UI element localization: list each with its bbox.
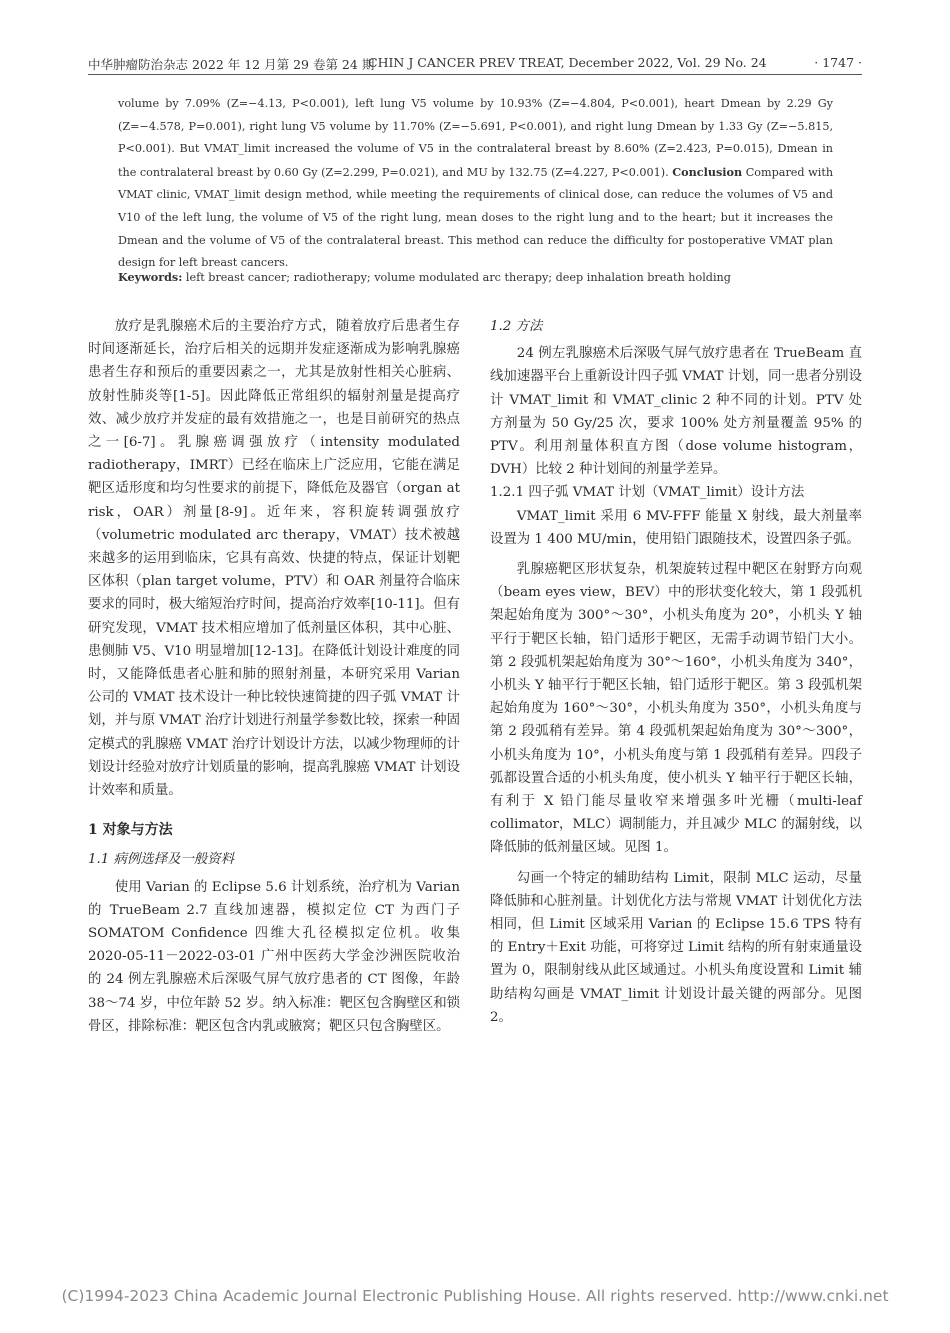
journal-title-cn: 中华肿瘤防治杂志 2022 年 12 月第 29 卷第 24 期 xyxy=(88,57,375,72)
body-paragraph: 使用 Varian 的 Eclipse 5.6 计划系统，治疗机为 Varian 的 TrueBeam 2.7 直线加速器，模拟定位 CT 为西门子 SOMATOM Confidence 四维大孔径模拟定位机。收集 2020-05-11－2022-03-01 广州中医药大学金沙洲医院收治的 24 例左乳腺癌术后深吸气屏气放疗患者的 CT 图像，年龄 38～74 岁，中位年龄 52 岁。纳入标准：靶区包含胸壁区和锁骨区，排除标准：靶区包含内乳或腋窝；靶区只包含胸壁区。 xyxy=(88,879,460,1034)
subsection-heading: 1.2 方法 xyxy=(490,319,543,334)
copyright-footer: (C)1994-2023 China Academic Journal Electronic Publishing House. All rights reserved. http://www.cnki.net xyxy=(61,1287,889,1305)
keywords-text: left breast cancer; radiotherapy; volume modulated arc therapy; deep inhalation breath holding xyxy=(185,271,731,284)
body-paragraph: VMAT_limit 采用 6 MV-FFF 能量 X 射线，最大剂量率设置为 1 400 MU/min，使用铅门跟随技术，设置四条子弧。 xyxy=(490,508,862,547)
journal-title-en: CHIN J CANCER PREV TREAT, December 2022, Vol. 29 No. 24 xyxy=(368,55,767,70)
body-paragraph: 勾画一个特定的辅助结构 Limit，限制 MLC 运动，尽量降低肺和心脏剂量。计划优化方法与常规 VMAT 计划优化方法相同，但 Limit 区域采用 Varian 的 Eclipse 15.6 TPS 特有的 Entry＋Exit 功能，可将穿过 Limit 结构的所有射束通量设置为 0，限制射线从此区域通过。小机头角度设置和 Limit 辅助结构勾画是 VMAT_limit 计划设计最关键的两部分。见图 2。 xyxy=(490,870,862,1025)
subsection-heading: 1.1 病例选择及一般资料 xyxy=(88,852,235,868)
abstract-results: volume by 7.09% (Z=−4.13, P<0.001), left lung V5 volume by 10.93% (Z=−4.804, P<0.001), heart Dmean by 2.29 Gy (Z=−4.578, P=0.001), right lung V5 volume by 11.70% (Z=−5.691, P<0.001), and right lung Dmean by 1.33 Gy (Z=−5.815, P<0.001). But VMAT_limit increased the volume of V5 in the contralateral breast by 8.60% (Z=2.423, P=0.015), Dmean in the contralateral breast by 0.60 Gy (Z=2.299, P=0.021), and MU by 132.75 (Z=4.227, P<0.001). xyxy=(118,97,833,179)
body-paragraph: 24 例左乳腺癌术后深吸气屏气放疗患者在 TrueBeam 直线加速器平台上重新设计四子弧 VMAT 计划，同一患者分别设计 VMAT_limit 和 VMAT_clinic 2 种不同的计划。PTV 处方剂量为 50 Gy/25 次，要求 100% 处方剂量覆盖 95% 的 PTV。利用剂量体积直方图（dose volume histogram，DVH）比较 2 种计划间的剂量学差异。 xyxy=(490,346,862,478)
conclusion-label: Conclusion xyxy=(672,164,743,179)
left-column xyxy=(88,315,460,1038)
abstract xyxy=(118,93,833,275)
page-number: · 1747 · xyxy=(814,55,862,70)
running-header xyxy=(88,50,862,75)
right-column xyxy=(490,315,862,1029)
intro-paragraph: 放疗是乳腺癌术后的主要治疗方式，随着放疗后患者生存时间逐渐延长，治疗后相关的远期并发症逐渐成为影响乳腺癌患者生存和预后的重要因素之一，尤其是放射性相关心脏病、放射性肺炎等[1-5]。因此降低正常组织的辐射剂量是提高疗效、减少放疗并发症的最有效措施之一，也是目前研究的热点之一[6-7]。乳腺癌调强放疗（intensity modulated radiotherapy，IMRT）已经在临床上广泛应用，它能在满足靶区适形度和均匀性要求的前提下，降低危及器官（organ at risk，OAR）剂量[8-9]。近年来，容积旋转调强放疗（volumetric modulated arc therapy，VMAT）技术被越来越多的运用到临床，它具有高效、快捷的特点，保证计划靶区体积（plan target volume，PTV）和 OAR 剂量符合临床要求的同时，极大缩短治疗时间，提高治疗效率[10-11]。但有研究发现，VMAT 技术相应增加了低剂量区体积，其中心脏、患侧肺 V5、V10 明显增加[12-13]。在降低计划设计难度的同时，又能降低患者心脏和肺的照射剂量，本研究采用 Varian 公司的 VMAT 技术设计一种比较快速简捷的四子弧 VMAT 计划，并与原 VMAT 治疗计划进行剂量学参数比较，探索一种固定模式的乳腺癌 VMAT 治疗计划设计方法，以减少物理师的计划设计经验对放疗计划质量的影响，提高乳腺癌 VMAT 计划设计效率和质量。 xyxy=(88,319,460,799)
abstract-conclusion: Compared with VMAT clinic, VMAT_limit design method, while meeting the requirements of clinical dose, can reduce the volumes of V5 and V10 of the left lung, the volume of V5 of the right lung, mean doses to the right lung and to the heart; but it increases the Dmean and the volume of V5 of the contralateral breast. This method can reduce the difficulty for postoperative VMAT plan design for left breast cancers. xyxy=(118,165,834,270)
keywords xyxy=(118,270,833,284)
body-paragraph: 乳腺癌靶区形状复杂，机架旋转过程中靶区在射野方向观（beam eyes view，BEV）中的形状变化较大，第 1 段弧机架起始角度为 300°～30°，小机头角度为 20°，小机头 Y 轴平行于靶区长轴，铅门适形于靶区，无需手动调节铅门大小。第 2 段弧机架起始角度为 30°～160°，小机头角度为 340°，小机头 Y 轴平行于靶区长轴，铅门适形于靶区。第 3 段弧机架起始角度为 160°～30°，小机头角度为 350°，小机头角度与第 2 段弧稍有差异。第 4 段弧机架起始角度为 30°～300°，小机头角度为 10°，小机头角度与第 1 段弧稍有差异。四段子弧都设置合适的小机头角度，使小机头 Y 轴平行于靶区长轴，有利于 X 铅门能尽量收窄来增强多叶光栅（multi-leaf collimator，MLC）调制能力，并且减少 MLC 的漏射线，以降低肺的低剂量区域。见图 1。 xyxy=(490,562,862,856)
subsubsection-heading: 1.2.1 四子弧 VMAT 计划（VMAT_limit）设计方法 xyxy=(490,485,805,501)
keywords-label: Keywords: xyxy=(118,270,183,284)
section-heading: 1 对象与方法 xyxy=(88,822,173,839)
